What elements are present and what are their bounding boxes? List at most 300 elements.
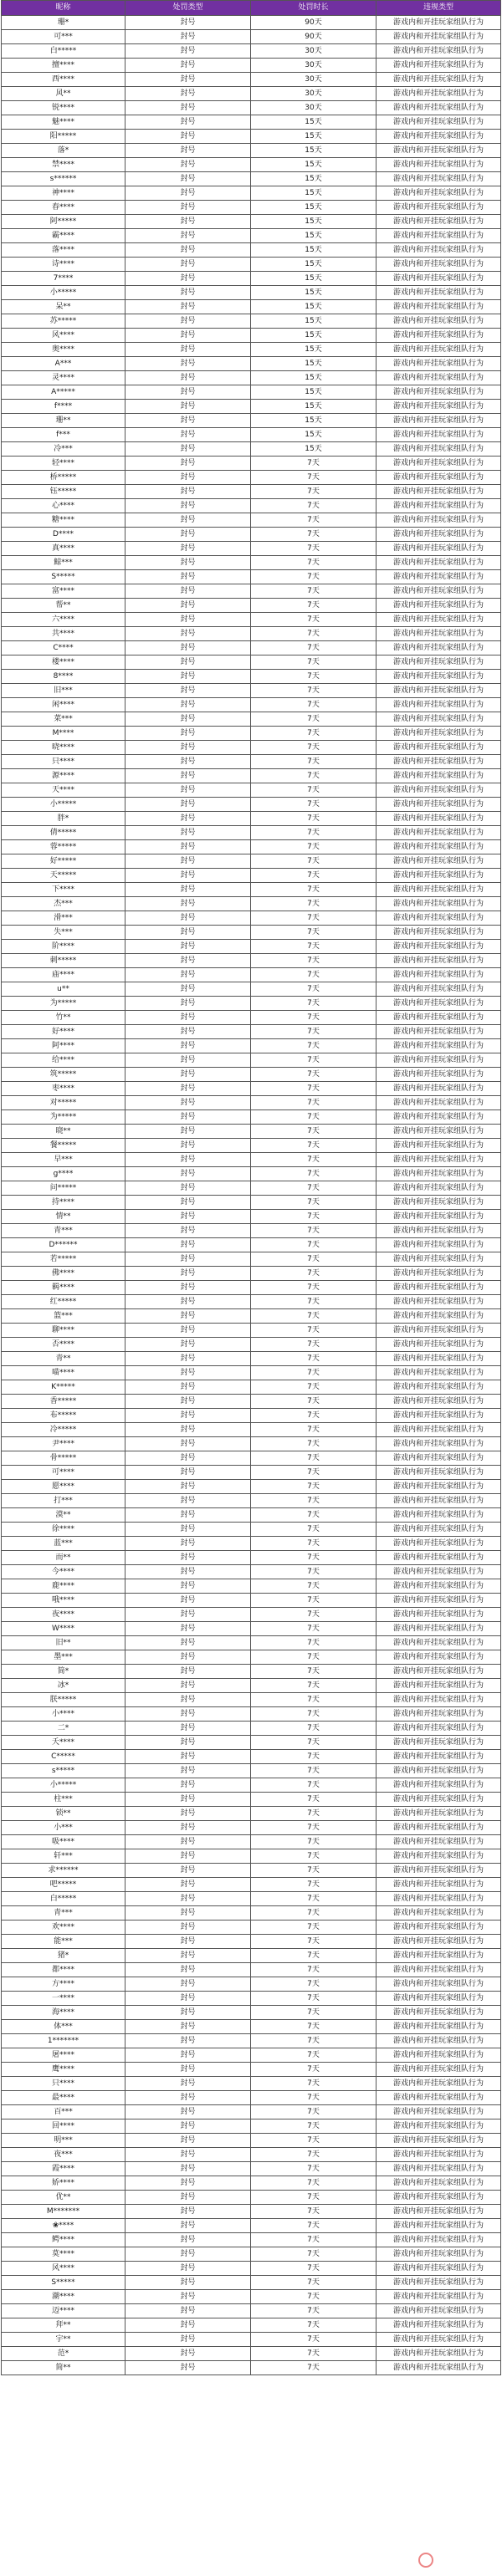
cell-penalty-duration: 7天: [251, 485, 376, 499]
table-row: [2, 1380, 501, 1395]
cell-penalty-type: 封号: [126, 854, 251, 869]
cell-nickname: 帮**: [2, 599, 126, 613]
table-row: [2, 1722, 501, 1736]
cell-penalty-duration: 15天: [251, 400, 376, 414]
table-row: [2, 87, 501, 101]
cell-penalty-duration: 15天: [251, 272, 376, 286]
cell-nickname: 珊**: [2, 414, 126, 428]
cell-penalty-type: 封号: [126, 741, 251, 755]
table-row: [2, 940, 501, 954]
cell-penalty-type: 封号: [126, 1466, 251, 1480]
cell-violation-type: 游戏内和开挂玩家组队行为: [376, 457, 501, 471]
cell-penalty-type: 封号: [126, 1849, 251, 1864]
cell-penalty-duration: 7天: [251, 1295, 376, 1309]
cell-penalty-duration: 7天: [251, 1181, 376, 1196]
cell-penalty-duration: 7天: [251, 2162, 376, 2176]
table-row: [2, 1949, 501, 1963]
table-row: [2, 1053, 501, 1068]
cell-penalty-duration: 7天: [251, 1025, 376, 1039]
table-row: [2, 798, 501, 812]
cell-violation-type: 游戏内和开挂玩家组队行为: [376, 1693, 501, 1707]
table-row: [2, 1921, 501, 1935]
table-row: [2, 755, 501, 769]
cell-violation-type: 游戏内和开挂玩家组队行为: [376, 2105, 501, 2119]
cell-nickname: 旧**: [2, 1636, 126, 1650]
cell-violation-type: 游戏内和开挂玩家组队行为: [376, 1153, 501, 1167]
cell-violation-type: 游戏内和开挂玩家组队行为: [376, 712, 501, 727]
cell-penalty-duration: 7天: [251, 1395, 376, 1409]
cell-penalty-duration: 7天: [251, 783, 376, 798]
cell-violation-type: 游戏内和开挂玩家组队行为: [376, 883, 501, 897]
cell-penalty-duration: 15天: [251, 115, 376, 130]
table-row: [2, 1906, 501, 1921]
table-row: [2, 2119, 501, 2134]
cell-violation-type: 游戏内和开挂玩家组队行为: [376, 1764, 501, 1778]
cell-penalty-type: 封号: [126, 1693, 251, 1707]
table-row: [2, 1935, 501, 1949]
cell-penalty-type: 封号: [126, 1707, 251, 1722]
table-row: [2, 1977, 501, 1992]
cell-violation-type: 游戏内和开挂玩家组队行为: [376, 1167, 501, 1181]
cell-penalty-duration: 7天: [251, 1565, 376, 1579]
cell-nickname: 为*****: [2, 1110, 126, 1125]
cell-penalty-type: 封号: [126, 400, 251, 414]
cell-nickname: D******: [2, 1238, 126, 1252]
cell-penalty-duration: 7天: [251, 1039, 376, 1053]
cell-penalty-type: 封号: [126, 1579, 251, 1594]
cell-penalty-type: 封号: [126, 1977, 251, 1992]
cell-penalty-duration: 7天: [251, 2205, 376, 2219]
cell-penalty-type: 封号: [126, 272, 251, 286]
cell-penalty-type: 封号: [126, 1494, 251, 1508]
cell-penalty-duration: 7天: [251, 2176, 376, 2191]
cell-penalty-type: 封号: [126, 1125, 251, 1139]
cell-penalty-type: 封号: [126, 30, 251, 44]
cell-nickname: 好****: [2, 1025, 126, 1039]
cell-violation-type: 游戏内和开挂玩家组队行为: [376, 59, 501, 73]
cell-penalty-type: 封号: [126, 1224, 251, 1238]
cell-nickname: 筑*****: [2, 1068, 126, 1082]
cell-penalty-type: 封号: [126, 1324, 251, 1338]
cell-penalty-type: 封号: [126, 1139, 251, 1153]
table-row: [2, 1366, 501, 1380]
cell-violation-type: 游戏内和开挂玩家组队行为: [376, 2119, 501, 2134]
cell-violation-type: 游戏内和开挂玩家组队行为: [376, 812, 501, 826]
penalty-table: [1, 0, 501, 2375]
table-row: [2, 215, 501, 229]
cell-nickname: 鹰****: [2, 2063, 126, 2077]
cell-nickname: 1*******: [2, 2034, 126, 2048]
cell-nickname: 锐****: [2, 101, 126, 115]
cell-penalty-duration: 7天: [251, 1324, 376, 1338]
table-row: [2, 1665, 501, 1679]
table-row: [2, 1295, 501, 1309]
cell-nickname: 优**: [2, 2191, 126, 2205]
table-row: [2, 471, 501, 485]
cell-penalty-duration: 7天: [251, 1693, 376, 1707]
cell-penalty-duration: 7天: [251, 1508, 376, 1523]
cell-penalty-type: 封号: [126, 2276, 251, 2290]
cell-violation-type: 游戏内和开挂玩家组队行为: [376, 357, 501, 371]
cell-violation-type: 游戏内和开挂玩家组队行为: [376, 1722, 501, 1736]
cell-violation-type: 游戏内和开挂玩家组队行为: [376, 1707, 501, 1722]
cell-nickname: 若*****: [2, 1252, 126, 1267]
cell-violation-type: 游戏内和开挂玩家组队行为: [376, 300, 501, 314]
table-row: [2, 698, 501, 712]
cell-nickname: 篮***: [2, 1309, 126, 1324]
cell-violation-type: 游戏内和开挂玩家组队行为: [376, 1096, 501, 1110]
cell-penalty-type: 封号: [126, 727, 251, 741]
cell-violation-type: 游戏内和开挂玩家组队行为: [376, 1395, 501, 1409]
cell-penalty-duration: 7天: [251, 584, 376, 599]
table-row: [2, 2191, 501, 2205]
cell-penalty-type: 封号: [126, 1821, 251, 1835]
cell-penalty-duration: 7天: [251, 1494, 376, 1508]
cell-penalty-duration: 7天: [251, 1963, 376, 1977]
table-row: [2, 1622, 501, 1636]
cell-nickname: 青***: [2, 1906, 126, 1921]
cell-nickname: 楼****: [2, 655, 126, 670]
cell-penalty-duration: 7天: [251, 1423, 376, 1437]
cell-nickname: 墨***: [2, 1650, 126, 1665]
table-row: [2, 314, 501, 329]
table-row: [2, 982, 501, 997]
cell-nickname: 竹**: [2, 1011, 126, 1025]
cell-nickname: f****: [2, 400, 126, 414]
cell-violation-type: 游戏内和开挂玩家组队行为: [376, 2361, 501, 2375]
cell-nickname: g****: [2, 1167, 126, 1181]
cell-penalty-duration: 7天: [251, 1338, 376, 1352]
cell-nickname: 奥****: [2, 343, 126, 357]
cell-penalty-type: 封号: [126, 1736, 251, 1750]
table-row: [2, 1565, 501, 1579]
cell-penalty-duration: 7天: [251, 1864, 376, 1878]
cell-nickname: 愿****: [2, 1480, 126, 1494]
cell-penalty-type: 封号: [126, 2205, 251, 2219]
cell-nickname: 好*****: [2, 854, 126, 869]
cell-violation-type: 游戏内和开挂玩家组队行为: [376, 16, 501, 30]
cell-penalty-type: 封号: [126, 2063, 251, 2077]
cell-penalty-duration: 7天: [251, 457, 376, 471]
cell-penalty-type: 封号: [126, 2219, 251, 2233]
cell-penalty-duration: 7天: [251, 2091, 376, 2105]
cell-penalty-type: 封号: [126, 783, 251, 798]
cell-nickname: 天****: [2, 783, 126, 798]
cell-penalty-duration: 7天: [251, 1281, 376, 1295]
table-row: [2, 1736, 501, 1750]
cell-penalty-type: 封号: [126, 1039, 251, 1053]
cell-penalty-duration: 7天: [251, 869, 376, 883]
cell-violation-type: 游戏内和开挂玩家组队行为: [376, 1736, 501, 1750]
cell-penalty-type: 封号: [126, 1196, 251, 1210]
table-row: [2, 457, 501, 471]
cell-penalty-duration: 15天: [251, 286, 376, 300]
cell-penalty-type: 封号: [126, 1167, 251, 1181]
cell-nickname: 胖*: [2, 812, 126, 826]
cell-nickname: 打***: [2, 1494, 126, 1508]
cell-nickname: 聊****: [2, 1324, 126, 1338]
cell-nickname: 青**: [2, 1352, 126, 1366]
cell-penalty-duration: 7天: [251, 897, 376, 911]
cell-penalty-type: 封号: [126, 1380, 251, 1395]
cell-nickname: 小***: [2, 1821, 126, 1835]
cell-nickname: 春****: [2, 201, 126, 215]
cell-nickname: 可***: [2, 30, 126, 44]
cell-nickname: 早***: [2, 1153, 126, 1167]
cell-penalty-duration: 7天: [251, 1224, 376, 1238]
cell-nickname: 枣****: [2, 1082, 126, 1096]
cell-penalty-type: 封号: [126, 2290, 251, 2304]
cell-penalty-type: 封号: [126, 1935, 251, 1949]
cell-nickname: 糖****: [2, 513, 126, 528]
cell-violation-type: 游戏内和开挂玩家组队行为: [376, 1110, 501, 1125]
table-row: [2, 1864, 501, 1878]
cell-penalty-duration: 7天: [251, 1892, 376, 1906]
cell-violation-type: 游戏内和开挂玩家组队行为: [376, 172, 501, 186]
cell-penalty-duration: 7天: [251, 798, 376, 812]
cell-penalty-duration: 15天: [251, 442, 376, 457]
table-row: [2, 1210, 501, 1224]
cell-penalty-type: 封号: [126, 428, 251, 442]
cell-violation-type: 游戏内和开挂玩家组队行为: [376, 840, 501, 854]
cell-penalty-type: 封号: [126, 286, 251, 300]
cell-nickname: 源****: [2, 769, 126, 783]
cell-penalty-type: 封号: [126, 2077, 251, 2091]
cell-violation-type: 游戏内和开挂玩家组队行为: [376, 1309, 501, 1324]
cell-violation-type: 游戏内和开挂玩家组队行为: [376, 1679, 501, 1693]
cell-violation-type: 游戏内和开挂玩家组队行为: [376, 73, 501, 87]
cell-violation-type: 游戏内和开挂玩家组队行为: [376, 1480, 501, 1494]
cell-violation-type: 游戏内和开挂玩家组队行为: [376, 144, 501, 158]
cell-nickname: 骨*****: [2, 1451, 126, 1466]
cell-violation-type: 游戏内和开挂玩家组队行为: [376, 385, 501, 400]
table-row: [2, 1167, 501, 1181]
cell-penalty-duration: 7天: [251, 2333, 376, 2347]
cell-penalty-type: 封号: [126, 684, 251, 698]
cell-nickname: 莫****: [2, 2247, 126, 2262]
cell-penalty-duration: 7天: [251, 1167, 376, 1181]
cell-penalty-type: 封号: [126, 641, 251, 655]
cell-penalty-type: 封号: [126, 1835, 251, 1849]
table-row: [2, 414, 501, 428]
table-row: [2, 897, 501, 911]
cell-penalty-type: 封号: [126, 144, 251, 158]
cell-penalty-duration: 15天: [251, 357, 376, 371]
cell-penalty-duration: 15天: [251, 258, 376, 272]
cell-violation-type: 游戏内和开挂玩家组队行为: [376, 542, 501, 556]
cell-nickname: s*****: [2, 1764, 126, 1778]
cell-violation-type: 游戏内和开挂玩家组队行为: [376, 741, 501, 755]
cell-nickname: 苏*****: [2, 314, 126, 329]
cell-violation-type: 游戏内和开挂玩家组队行为: [376, 670, 501, 684]
cell-violation-type: 游戏内和开挂玩家组队行为: [376, 44, 501, 59]
cell-nickname: 旧***: [2, 684, 126, 698]
cell-nickname: 拜**: [2, 2318, 126, 2333]
table-row: [2, 1807, 501, 1821]
cell-violation-type: 游戏内和开挂玩家组队行为: [376, 1523, 501, 1537]
cell-nickname: M*******: [2, 2205, 126, 2219]
cell-penalty-duration: 7天: [251, 1238, 376, 1252]
cell-penalty-type: 封号: [126, 1068, 251, 1082]
cell-nickname: 对*****: [2, 1096, 126, 1110]
table-row: [2, 30, 501, 44]
table-row: [2, 1238, 501, 1252]
cell-nickname: 诗****: [2, 258, 126, 272]
cell-nickname: 神****: [2, 186, 126, 201]
cell-nickname: 餐*****: [2, 1139, 126, 1153]
cell-violation-type: 游戏内和开挂玩家组队行为: [376, 2276, 501, 2290]
table-row: [2, 343, 501, 357]
cell-nickname: 屠****: [2, 2048, 126, 2063]
cell-nickname: S*****: [2, 2276, 126, 2290]
cell-violation-type: 游戏内和开挂玩家组队行为: [376, 1238, 501, 1252]
cell-penalty-duration: 7天: [251, 2276, 376, 2290]
cell-nickname: 漠**: [2, 1508, 126, 1523]
cell-penalty-duration: 7天: [251, 528, 376, 542]
cell-penalty-duration: 7天: [251, 1096, 376, 1110]
table-row: [2, 1579, 501, 1594]
table-row: [2, 997, 501, 1011]
cell-violation-type: 游戏内和开挂玩家组队行为: [376, 1807, 501, 1821]
cell-penalty-type: 封号: [126, 201, 251, 215]
cell-penalty-duration: 30天: [251, 73, 376, 87]
table-row: [2, 2077, 501, 2091]
cell-penalty-duration: 7天: [251, 2233, 376, 2247]
cell-penalty-duration: 15天: [251, 343, 376, 357]
cell-violation-type: 游戏内和开挂玩家组队行为: [376, 329, 501, 343]
cell-violation-type: 游戏内和开挂玩家组队行为: [376, 1409, 501, 1423]
cell-penalty-duration: 7天: [251, 1821, 376, 1835]
cell-penalty-duration: 7天: [251, 1665, 376, 1679]
cell-nickname: 阿****: [2, 1039, 126, 1053]
cell-penalty-duration: 7天: [251, 1409, 376, 1423]
cell-penalty-type: 封号: [126, 1565, 251, 1579]
cell-penalty-duration: 15天: [251, 215, 376, 229]
cell-violation-type: 游戏内和开挂玩家组队行为: [376, 215, 501, 229]
cell-penalty-duration: 7天: [251, 911, 376, 926]
cell-violation-type: 游戏内和开挂玩家组队行为: [376, 272, 501, 286]
cell-penalty-duration: 7天: [251, 2262, 376, 2276]
cell-violation-type: 游戏内和开挂玩家组队行为: [376, 513, 501, 528]
cell-penalty-duration: 7天: [251, 2020, 376, 2034]
table-body: [2, 16, 501, 2375]
cell-penalty-type: 封号: [126, 556, 251, 570]
cell-nickname: 喵****: [2, 1366, 126, 1380]
cell-penalty-duration: 15天: [251, 130, 376, 144]
cell-penalty-type: 封号: [126, 2304, 251, 2318]
table-row: [2, 1537, 501, 1551]
cell-penalty-duration: 7天: [251, 2119, 376, 2134]
cell-violation-type: 游戏内和开挂玩家组队行为: [376, 442, 501, 457]
cell-nickname: 西****: [2, 73, 126, 87]
cell-nickname: 8****: [2, 670, 126, 684]
cell-penalty-duration: 7天: [251, 840, 376, 854]
cell-nickname: s******: [2, 172, 126, 186]
cell-penalty-type: 封号: [126, 101, 251, 115]
table-row: [2, 243, 501, 258]
cell-penalty-type: 封号: [126, 499, 251, 513]
cell-penalty-type: 封号: [126, 130, 251, 144]
cell-violation-type: 游戏内和开挂玩家组队行为: [376, 1437, 501, 1451]
cell-penalty-type: 封号: [126, 1025, 251, 1039]
cell-nickname: 庙****: [2, 968, 126, 982]
cell-penalty-type: 封号: [126, 1295, 251, 1309]
table-row: [2, 1750, 501, 1764]
cell-penalty-duration: 15天: [251, 329, 376, 343]
cell-nickname: 冰*: [2, 1679, 126, 1693]
cell-violation-type: 游戏内和开挂玩家组队行为: [376, 2290, 501, 2304]
cell-nickname: 布*****: [2, 1409, 126, 1423]
cell-violation-type: 游戏内和开挂玩家组队行为: [376, 1053, 501, 1068]
cell-violation-type: 游戏内和开挂玩家组队行为: [376, 1750, 501, 1764]
cell-penalty-type: 封号: [126, 755, 251, 769]
cell-violation-type: 游戏内和开挂玩家组队行为: [376, 1025, 501, 1039]
cell-penalty-type: 封号: [126, 798, 251, 812]
cell-penalty-type: 封号: [126, 968, 251, 982]
cell-penalty-duration: 7天: [251, 599, 376, 613]
table-row: [2, 1252, 501, 1267]
column-header-penalty-type: 处罚类型: [126, 1, 251, 16]
cell-penalty-type: 封号: [126, 1679, 251, 1693]
cell-violation-type: 游戏内和开挂玩家组队行为: [376, 1295, 501, 1309]
cell-violation-type: 游戏内和开挂玩家组队行为: [376, 940, 501, 954]
watermark-logo-icon: [418, 2553, 433, 2568]
cell-penalty-duration: 7天: [251, 826, 376, 840]
cell-nickname: ❀****: [2, 2219, 126, 2233]
cell-nickname: 夜***: [2, 2148, 126, 2162]
cell-penalty-duration: 7天: [251, 1153, 376, 1167]
cell-penalty-type: 封号: [126, 1082, 251, 1096]
cell-violation-type: 游戏内和开挂玩家组队行为: [376, 201, 501, 215]
cell-penalty-type: 封号: [126, 385, 251, 400]
table-row: [2, 2205, 501, 2219]
cell-penalty-type: 封号: [126, 44, 251, 59]
cell-penalty-duration: 7天: [251, 1437, 376, 1451]
table-row: [2, 926, 501, 940]
cell-violation-type: 游戏内和开挂玩家组队行为: [376, 258, 501, 272]
cell-nickname: 阿*****: [2, 215, 126, 229]
cell-violation-type: 游戏内和开挂玩家组队行为: [376, 1665, 501, 1679]
cell-violation-type: 游戏内和开挂玩家组队行为: [376, 2077, 501, 2091]
table-row: [2, 2162, 501, 2176]
cell-penalty-type: 封号: [126, 1963, 251, 1977]
table-row: [2, 2347, 501, 2361]
cell-penalty-duration: 15天: [251, 172, 376, 186]
cell-nickname: 吧*****: [2, 1878, 126, 1892]
cell-penalty-type: 封号: [126, 371, 251, 385]
table-row: [2, 2247, 501, 2262]
cell-penalty-duration: 7天: [251, 2148, 376, 2162]
cell-penalty-type: 封号: [126, 2006, 251, 2020]
cell-penalty-type: 封号: [126, 172, 251, 186]
table-row: [2, 670, 501, 684]
cell-penalty-type: 封号: [126, 2262, 251, 2276]
table-row: [2, 1494, 501, 1508]
table-row: [2, 1338, 501, 1352]
cell-violation-type: 游戏内和开挂玩家组队行为: [376, 1181, 501, 1196]
cell-nickname: 只****: [2, 2077, 126, 2091]
cell-violation-type: 游戏内和开挂玩家组队行为: [376, 613, 501, 627]
cell-penalty-type: 封号: [126, 1338, 251, 1352]
cell-penalty-type: 封号: [126, 528, 251, 542]
cell-nickname: 二*: [2, 1722, 126, 1736]
cell-violation-type: 游戏内和开挂玩家组队行为: [376, 570, 501, 584]
cell-penalty-type: 封号: [126, 414, 251, 428]
cell-penalty-type: 封号: [126, 1153, 251, 1167]
cell-penalty-type: 封号: [126, 1210, 251, 1224]
table-row: [2, 2006, 501, 2020]
table-row: [2, 1523, 501, 1537]
